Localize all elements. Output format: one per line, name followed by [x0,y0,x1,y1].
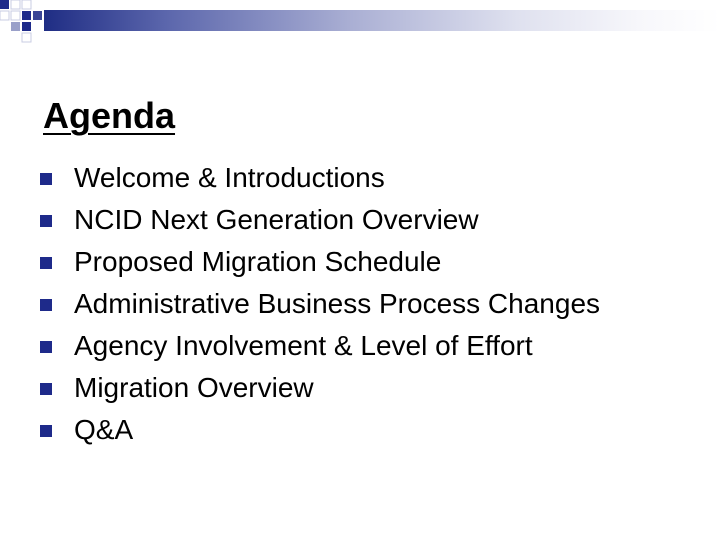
list-item-label: NCID Next Generation Overview [74,204,479,235]
list-item-label: Migration Overview [74,372,314,403]
header-gradient-bar [44,10,720,31]
header-decoration [0,0,720,50]
square-bullet-icon [40,383,52,395]
list-item-label: Administrative Business Process Changes [74,288,601,319]
list-item-label: Agency Involvement & Level of Effort [74,330,533,361]
list-item-label: Welcome & Introductions [74,162,385,193]
square-bullet-icon [40,341,52,353]
square-bullet-icon [40,173,52,185]
square-bullet-icon [40,257,52,269]
list-item-label: Proposed Migration Schedule [74,246,442,277]
square-bullet-icon [40,425,52,437]
square-bullet-icon [40,215,52,227]
list-item-label: Q&A [74,414,134,445]
slide-title: Agenda [43,95,176,136]
square-bullet-icon [40,299,52,311]
